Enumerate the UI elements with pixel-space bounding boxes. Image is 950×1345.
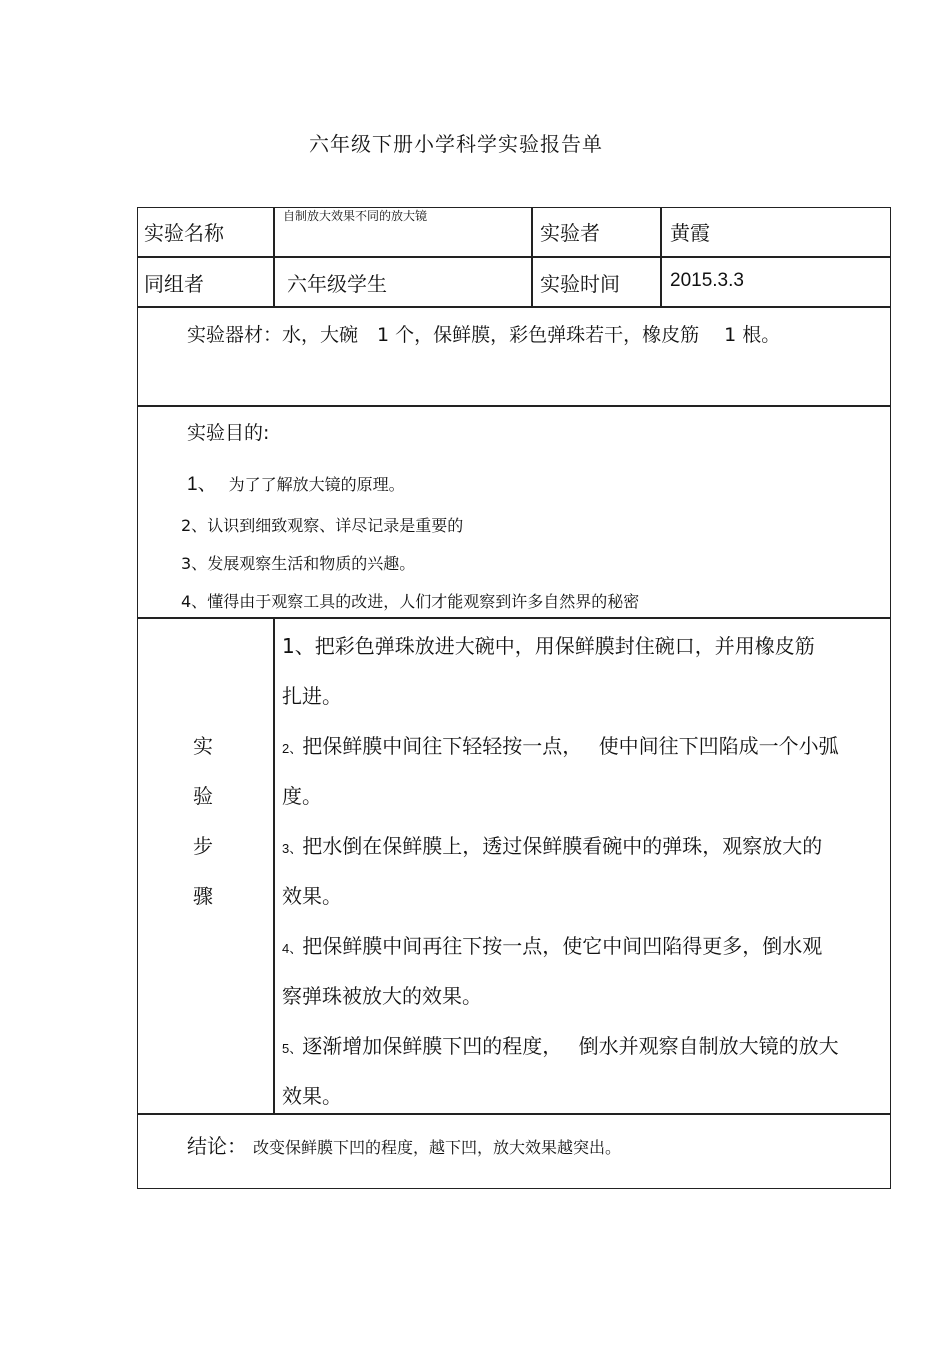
purpose-item-num: 3、 <box>181 554 208 573</box>
step-line <box>282 680 342 709</box>
row-divider <box>137 256 891 258</box>
time-label: 实验时间 <box>540 272 620 296</box>
col-divider <box>531 207 533 307</box>
col-divider <box>660 207 662 307</box>
time-value: 2015.3.3 <box>670 270 744 291</box>
conclusion-label: 结论： <box>187 1134 247 1158</box>
purpose-item-text: 为了了解放大镜的原理。 <box>228 475 405 494</box>
step-num: 2、 <box>282 741 303 756</box>
conclusion-text: 改变保鲜膜下凹的程度，越下凹，放大效果越突出。 <box>253 1138 622 1157</box>
step-text: 效果。 <box>282 1084 342 1108</box>
steps-label-char: 骤 <box>193 884 213 908</box>
step-num: 1、 <box>282 634 315 658</box>
purpose-item-num: 2、 <box>181 516 208 535</box>
step-text: 效果。 <box>282 884 342 908</box>
experimenter-value: 黄霞 <box>670 221 710 245</box>
step-text: 把彩色弹珠放进大碗中，用保鲜膜封住碗口，并用橡皮筋 <box>314 634 815 658</box>
step-line <box>282 730 839 759</box>
steps-label-char: 验 <box>193 784 213 808</box>
page-title: 六年级下册小学科学实验报告单 <box>309 132 603 156</box>
step-line <box>282 1030 839 1059</box>
purpose-item-text: 懂得由于观察工具的改进，人们才能观察到许多自然界的秘密 <box>207 592 640 611</box>
purpose-label: 实验目的: <box>187 422 270 444</box>
row-divider <box>137 405 891 407</box>
col-divider <box>273 617 275 1114</box>
materials-text: 水，大碗 1 个，保鲜膜，彩色弹珠若干，橡皮筋 1 根。 <box>282 324 781 346</box>
purpose-item <box>181 589 639 612</box>
step-text: 察弹珠被放大的效果。 <box>282 984 482 1008</box>
step-line <box>282 630 815 659</box>
step-line <box>282 780 322 809</box>
step-num: 3、 <box>282 841 303 856</box>
purpose-item <box>181 551 415 574</box>
materials-label: 实验器材： <box>187 324 283 346</box>
step-line <box>282 1080 342 1109</box>
conclusion-line <box>187 1130 621 1159</box>
step-line <box>282 980 482 1009</box>
step-num: 5、 <box>282 1041 303 1056</box>
step-text: 扎进。 <box>282 684 342 708</box>
purpose-item <box>187 469 405 496</box>
steps-label-char: 步 <box>193 834 213 858</box>
step-line <box>282 930 822 959</box>
step-text: 把水倒在保鲜膜上，透过保鲜膜看碗中的弹珠，观察放大的 <box>302 834 823 858</box>
row-divider <box>137 617 891 619</box>
experiment-name-label: 实验名称 <box>144 221 224 245</box>
step-line <box>282 880 342 909</box>
purpose-item-text: 发展观察生活和物质的兴趣。 <box>207 554 416 573</box>
step-text: 度。 <box>282 784 322 808</box>
experiment-name-value: 自制放大效果不同的放大镜 <box>283 209 428 223</box>
purpose-item-text: 认识到细致观察、详尽记录是重要的 <box>207 516 464 535</box>
purpose-item <box>181 513 463 536</box>
purpose-item-num: 1、 <box>187 474 217 495</box>
step-num: 4、 <box>282 941 303 956</box>
step-text: 把保鲜膜中间往下轻轻按一点， 使中间往下凹陷成一个小弧 <box>302 734 839 758</box>
col-divider <box>273 207 275 307</box>
step-line <box>282 830 822 859</box>
row-divider <box>137 306 891 308</box>
row-divider <box>137 1113 891 1115</box>
group-label: 同组者 <box>144 272 204 296</box>
group-value: 六年级学生 <box>287 272 387 296</box>
steps-label-char: 实 <box>193 734 213 758</box>
materials-line <box>187 320 780 347</box>
step-text: 把保鲜膜中间再往下按一点，使它中间凹陷得更多，倒水观 <box>302 934 823 958</box>
purpose-item-num: 4、 <box>181 592 208 611</box>
step-text: 逐渐增加保鲜膜下凹的程度， 倒水并观察自制放大镜的放大 <box>302 1034 839 1058</box>
experimenter-label: 实验者 <box>540 221 600 245</box>
